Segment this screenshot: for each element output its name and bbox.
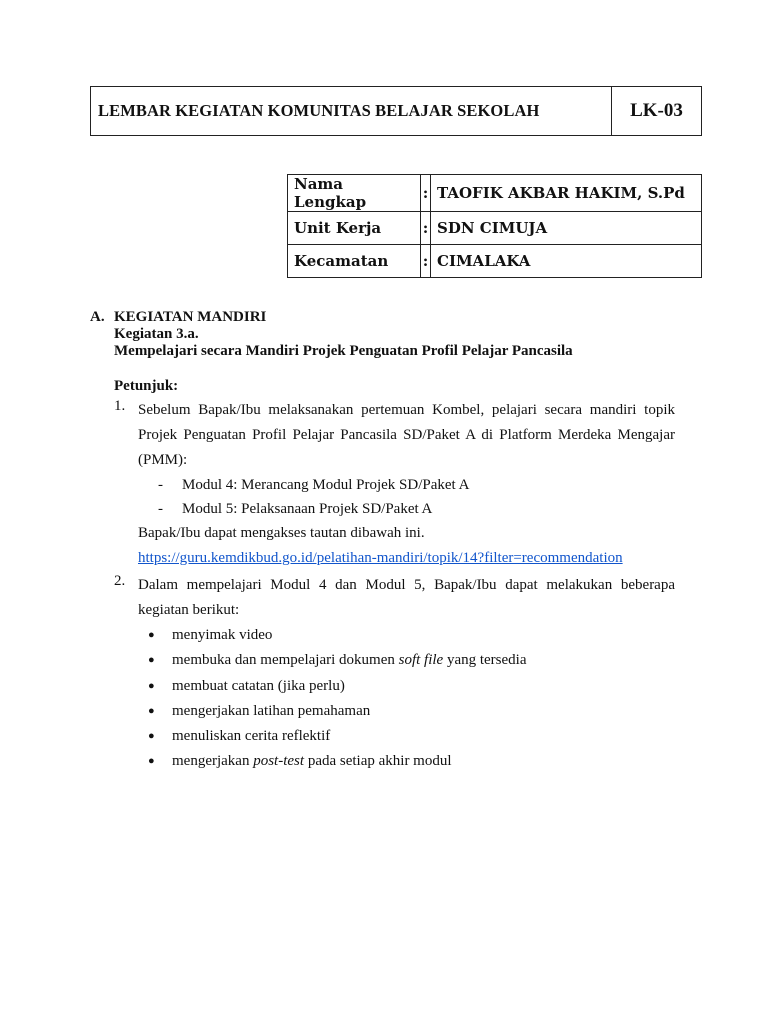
instruction-item-1 — [90, 398, 675, 571]
module-text: Modul 4: Merancang Modul Projek SD/Paket A — [182, 477, 470, 493]
bullet-text: membuat catatan (jika perlu) — [172, 677, 345, 694]
bullet-text: membuka dan mempelajari dokumen — [172, 652, 399, 669]
identity-label: Nama Lengkap — [288, 175, 421, 212]
item-text: Sebelum Bapak/Ibu melaksanakan pertemuan Kombel, pelajari secara mandiri topik Projek Penguatan Profil Pelajar Pancasila SD/Paket A di Platform Merdeka Mengajar (PMM): — [138, 402, 675, 468]
identity-row-unit — [288, 212, 702, 245]
bullet-icon: ● — [148, 654, 155, 667]
bullet-text: menyimak video — [172, 627, 273, 643]
bullet-icon: ● — [148, 730, 155, 743]
access-text: Bapak/Ibu dapat mengakses tautan dibawah ini. — [138, 525, 425, 541]
identity-row-district — [288, 245, 702, 278]
instruction-item-2 — [90, 573, 675, 775]
bullet-text-after: yang tersedia — [443, 652, 527, 669]
instructions-label: Petunjuk: — [114, 378, 179, 394]
identity-value: CIMALAKA — [431, 245, 702, 278]
item-number: 2. — [114, 573, 126, 589]
item-text: Dalam mempelajari Modul 4 dan Modul 5, Bapak/Ibu dapat melakukan beberapa kegiatan berikut: — [138, 577, 675, 618]
bullet-text: mengerjakan — [172, 753, 254, 770]
document-header — [90, 86, 702, 136]
list-item — [138, 648, 675, 673]
dash-marker: - — [158, 501, 163, 517]
section-title: KEGIATAN MANDIRI — [114, 309, 267, 325]
bullet-icon: ● — [148, 629, 155, 641]
list-item — [138, 699, 675, 724]
module-list — [138, 473, 675, 521]
identity-label: Kecamatan — [288, 245, 421, 278]
activity-list — [138, 623, 675, 775]
list-item — [138, 623, 675, 648]
list-item — [138, 749, 675, 774]
dash-marker: - — [158, 477, 163, 493]
identity-table — [287, 174, 702, 278]
pmm-link[interactable]: https://guru.kemdikbud.go.id/pelatihan-mandiri/topik/14?filter=recommendation — [138, 550, 623, 566]
module-text: Modul 5: Pelaksanaan Projek SD/Paket A — [182, 501, 433, 517]
identity-value: TAOFIK AKBAR HAKIM, S.Pd — [431, 175, 702, 212]
document-title: LEMBAR KEGIATAN KOMUNITAS BELAJAR SEKOLAH — [98, 101, 540, 120]
identity-row-name — [288, 175, 702, 212]
activity-number: Kegiatan 3.a. — [114, 326, 199, 342]
identity-separator: : — [421, 175, 431, 212]
identity-value: SDN CIMUJA — [431, 212, 702, 245]
bullet-italic: soft file — [398, 652, 444, 669]
section-letter: A. — [90, 309, 105, 325]
list-item — [138, 674, 675, 699]
bullet-text: menuliskan cerita reflektif — [172, 728, 331, 745]
activity-subtitle: Mempelajari secara Mandiri Projek Penguatan Profil Pelajar Pancasila — [114, 343, 573, 359]
list-item — [138, 473, 675, 497]
identity-label: Unit Kerja — [288, 212, 421, 245]
document-body — [90, 308, 675, 775]
bullet-italic: post-test — [253, 753, 305, 770]
item-number: 1. — [114, 398, 126, 414]
bullet-icon: ● — [148, 755, 155, 768]
bullet-icon: ● — [148, 679, 155, 692]
bullet-icon: ● — [148, 704, 155, 717]
identity-separator: : — [421, 245, 431, 278]
document-code: LK-03 — [611, 87, 701, 135]
list-item — [138, 497, 675, 521]
section-heading — [90, 308, 675, 326]
bullet-text: mengerjakan latihan pemahaman — [172, 702, 371, 719]
list-item — [138, 724, 675, 749]
identity-separator: : — [421, 212, 431, 245]
bullet-text-after: pada setiap akhir modul — [304, 753, 452, 770]
